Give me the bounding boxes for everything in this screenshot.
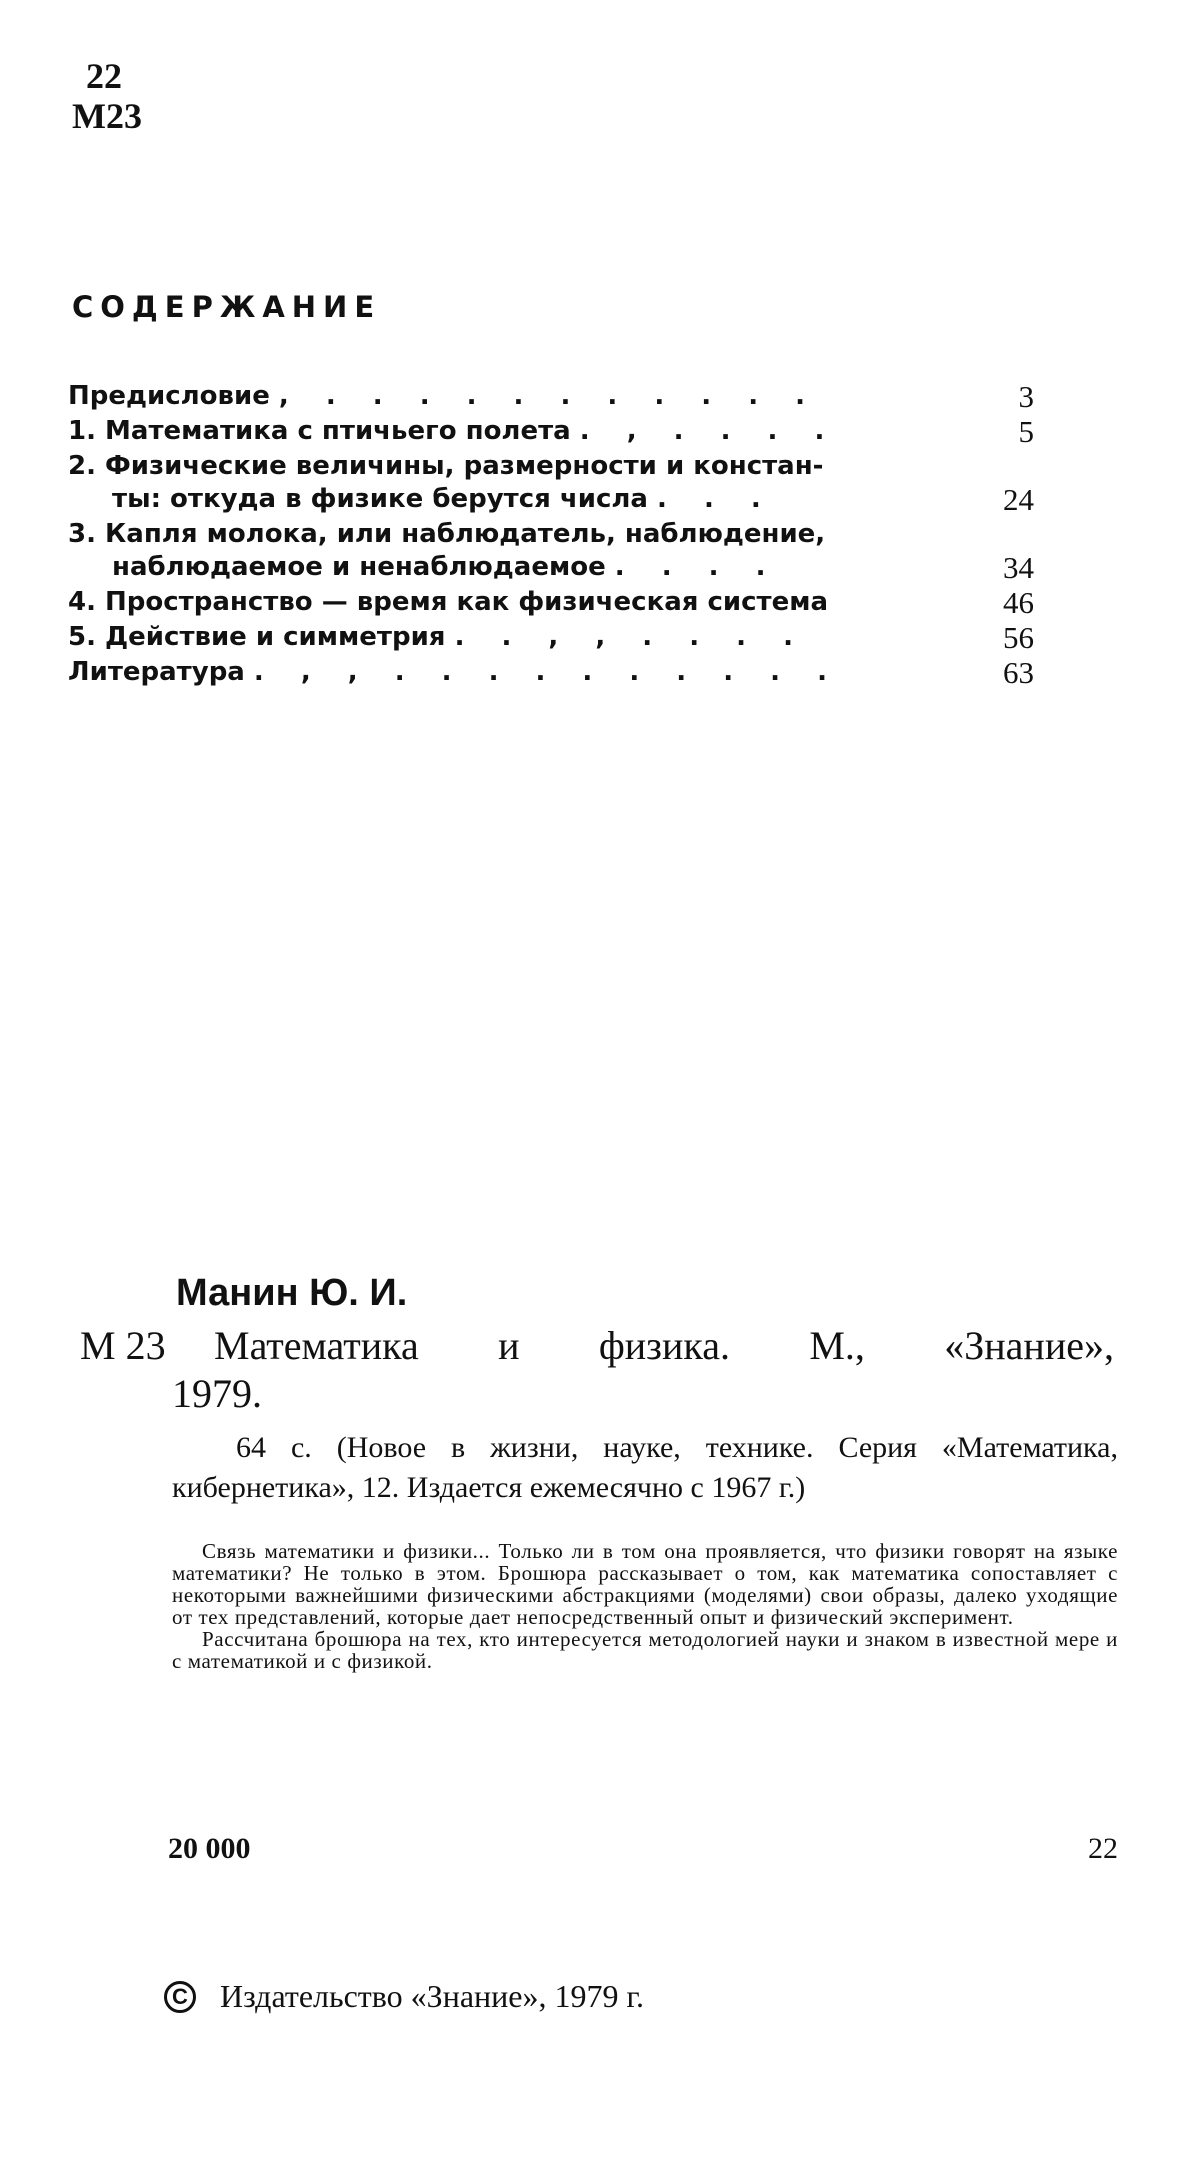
- toc-leader-dots: . . .: [657, 484, 775, 514]
- contents-title: СОДЕРЖАНИЕ: [72, 290, 382, 324]
- book-author: Манин Ю. И.: [176, 1272, 408, 1314]
- toc-item-text: 3. Капля молока, или наблюдатель, наблюдение, наблюдаемое и ненаблюдаемое . . . .: [68, 519, 826, 582]
- udk-index: [72, 56, 142, 136]
- copyright-line: [164, 1978, 644, 2015]
- toc-page-number: 46: [1003, 585, 1034, 620]
- toc-leader-dots: . , . . . .: [579, 416, 839, 446]
- print-run: 20 000: [168, 1832, 251, 1865]
- toc-item-text: 4. Пространство — время как физическая система: [68, 587, 829, 617]
- toc-item-chapter-3[interactable]: [68, 518, 1034, 584]
- table-of-contents: [68, 380, 1034, 689]
- annotation: [172, 1540, 1118, 1672]
- annotation-paragraph: Связь математики и физики... Только ли в том она проявляется, что физики говорят на языке математики? Не только в этом. Брошюра рассказывает о том, как математика сопоставляет с некоторыми важнейшими физическими абстракциями (моделями) свои образы, далеко уходящие от тех представлений, которые дает непосредственный опыт и физический эксперимент.: [172, 1539, 1118, 1629]
- annotation-paragraph: Рассчитана брошюра на тех, кто интересуется методологией науки и знаком в известной мере и с математикой и с физикой.: [172, 1627, 1118, 1673]
- bottom-code: 22: [1088, 1832, 1118, 1865]
- book-details: 64 с. (Новое в жизни, науке, технике. Серия «Математика, кибернетика», 12. Издается ежемесячно с 1967 г.): [172, 1431, 1118, 1504]
- toc-item-chapter-4[interactable]: [68, 586, 1034, 619]
- toc-item-literature[interactable]: [68, 656, 1034, 689]
- toc-item-text: Литература . , , . . . . . . . . . .: [68, 657, 841, 687]
- toc-item-chapter-1[interactable]: [68, 415, 1034, 448]
- toc-leader-dots: . . . .: [614, 552, 780, 582]
- book-title-word: Математика: [214, 1323, 419, 1368]
- toc-page-number: 63: [1003, 655, 1034, 690]
- copyright-icon: C: [164, 1981, 196, 2013]
- toc-item-text: 5. Действие и симметрия . . , , . . . .: [68, 622, 807, 652]
- copyright-text: Издательство «Знание», 1979 г.: [220, 1978, 644, 2014]
- book-code: М 23: [80, 1323, 166, 1368]
- book-title-word: «Знание»,: [944, 1323, 1114, 1368]
- toc-leader-dots: . , , . . . . . . . . . .: [253, 657, 841, 687]
- toc-page-number: 24: [1003, 482, 1034, 517]
- toc-item-preface[interactable]: [68, 380, 1034, 413]
- toc-page-number: 3: [1018, 379, 1034, 414]
- toc-item-text: Предисловие , . . . . . . . . . . .: [68, 381, 819, 411]
- book-title-word: и: [498, 1323, 520, 1368]
- book-title-word: физика.: [598, 1323, 730, 1368]
- udk-number: 22: [86, 56, 122, 96]
- toc-leader-dots: , . . . . . . . . . . .: [278, 381, 819, 411]
- toc-item-text: 2. Физические величины, размерности и констан- ты: откуда в физике берутся числа . . .: [68, 451, 824, 514]
- udk-code: М23: [72, 96, 142, 136]
- toc-page-number: 56: [1003, 620, 1034, 655]
- toc-item-chapter-2[interactable]: [68, 450, 1034, 516]
- book-title: [214, 1322, 1114, 1369]
- toc-item-chapter-5[interactable]: [68, 621, 1034, 654]
- toc-page-number: 5: [1018, 414, 1034, 449]
- book-title-word: М.,: [809, 1323, 865, 1368]
- book-year: 1979.: [172, 1371, 262, 1416]
- toc-leader-dots: . . , , . . . .: [454, 622, 807, 652]
- toc-page-number: 34: [1003, 550, 1034, 585]
- toc-item-text: 1. Математика с птичьего полета . , . . . .: [68, 416, 839, 446]
